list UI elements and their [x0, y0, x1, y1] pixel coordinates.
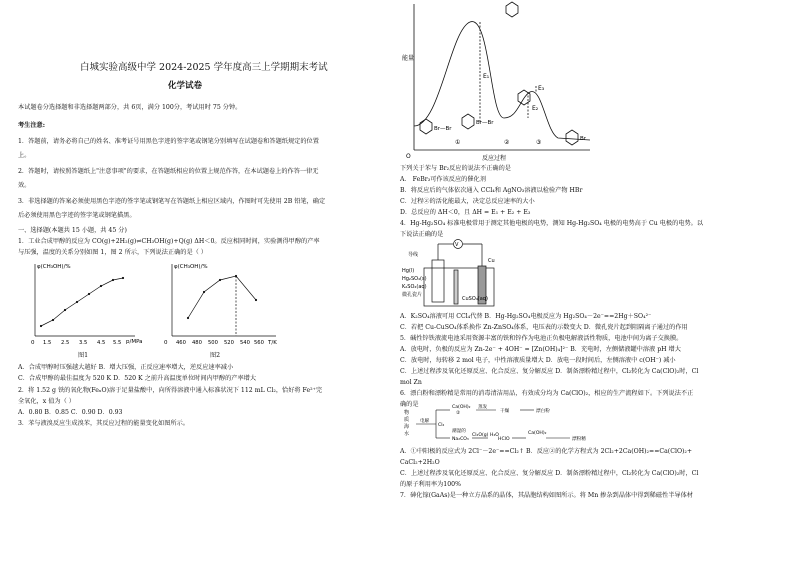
subject-title: 化学试卷	[168, 81, 203, 91]
fig1-points	[40, 277, 124, 327]
fig1-tick: 1.5	[43, 340, 52, 346]
br2-label: Br—Br	[476, 120, 494, 126]
fig1-series-line	[41, 278, 123, 326]
figure-2-chart	[158, 258, 283, 350]
series-point	[88, 293, 90, 295]
fig2-points	[187, 275, 257, 319]
e1-label: E₁	[483, 73, 490, 80]
q6-prev-c: C．上述过程涉及氧化还原反应、化合反应、复分解反应 D．制备漂粉精过程中，Cl₂转化为 Ca(ClO)₂时，Cl	[400, 368, 699, 375]
q6-prev-tail: mol Zn	[400, 379, 422, 386]
notice-3b: 后必须使用黑色字迹的签字笔或钢笔描黑。	[18, 212, 136, 219]
cuso4-label: CuSO₄(aq)	[462, 296, 488, 302]
q6-option-ab-cont: CaCl₂+2H₂O	[400, 459, 440, 466]
flow-bleach2: 漂粉精	[572, 437, 586, 442]
fig2-ylabel: φ(CH₃OH)/%	[174, 264, 208, 270]
flow-note: 潮湿的	[452, 429, 466, 434]
fig2-origin: 0	[164, 340, 168, 346]
flow-caoh2: Ca(OH)₂	[452, 405, 471, 410]
fig2-caption: 图2	[210, 352, 221, 359]
q5-option-d: D．放电一段时间后，左侧溶液中 c(OH⁻) 减小	[545, 357, 676, 364]
q5-option-c: C．放电时，每转移 2 mol 电子，中性溶液质量增大	[400, 357, 544, 364]
flow-step2: ②	[456, 411, 461, 416]
q1-option-cd: C．合成甲醇的最佳温度为 520 K D．520 K 之前升高温度单位时间内甲醇的产率增大	[18, 375, 257, 382]
flow-electrolysis: 电解	[420, 419, 430, 424]
energy-ylabel: 能量	[402, 55, 415, 62]
q4-option-ab: A．K₂SO₄溶液可用 CCl₄代替 B．Hg-Hg₂SO₄电极反应为 Hg₂SO₄－2e⁻==2Hg＋SO₄²⁻	[400, 313, 652, 320]
q3-option-a: A． FeBr₃可作该反应的催化剂	[400, 176, 486, 183]
flow-source-char: 物	[404, 410, 410, 416]
fig1-xlabel: p/MPa	[126, 339, 143, 345]
exam-title: 白城实验高级中学 2024-2025 学年度高三上学期期末考试	[80, 62, 328, 73]
q5-option-a: A．放电时，负极的反应为 Zn-2e⁻ + 4OH⁻ = [Zn(OH)₄]²⁻	[400, 346, 569, 353]
q6-option-ab: A．①中阳极的反应式为 2Cl⁻－2e⁻==Cl₂↑ B．反应②的化学方程式为 2Cl₂+2Ca(OH)₂==Ca(ClO)₂+	[400, 448, 693, 455]
benzene-ring-icon	[566, 130, 578, 145]
series-point	[235, 275, 237, 277]
notice-1b: 上。	[18, 152, 31, 159]
q4-option-cd: C．若把 Cu-CuSO₄体系换作 Zn-ZnSO₄体系，电压表的示数变大 D．微孔瓷片起到阻隔离子通过的作用	[400, 324, 688, 331]
hg-electrode-tube	[432, 260, 444, 302]
energy-origin: O	[406, 153, 411, 160]
production-flowchart	[400, 404, 600, 446]
k2so4-label: K₂SO₄(aq)	[402, 284, 427, 290]
series-point	[52, 319, 54, 321]
series-point	[203, 291, 205, 293]
series-point	[40, 325, 42, 327]
flow-hclo: HClO	[498, 437, 510, 442]
notice-3a: 3．非选择题的答案必须使用黑色字迹的签字笔或钢笔写在答题纸上相应区域内，作图时可先使用 2B 铅笔，确定	[18, 198, 326, 205]
q5-line: 5．碱性锌铁液流电池采用资源丰富的铁和锌作为电池正负极电解液活性物质，电池中间为离子交换膜。	[400, 335, 683, 342]
series-point	[187, 317, 189, 319]
fig2-tick: 560	[254, 340, 264, 346]
cu-label: Cu	[488, 258, 495, 264]
notice-title: 考生注意:	[18, 122, 46, 129]
energy-curve	[414, 22, 590, 140]
q4-line2: 下说法正确的是	[400, 231, 444, 238]
benzene-ring-icon	[506, 2, 518, 17]
voltmeter-label: V	[455, 242, 459, 248]
series-point	[64, 309, 66, 311]
figure-1-chart	[23, 258, 143, 350]
q1-line1: 1．工业合成甲醇的反应为 CO(g)+2H₂(g)⇌CH₃OH(g)+Q(g) ΔH＜0。反应相同时间，实验测得甲醇的产率	[18, 238, 320, 245]
fig2-tick: 520	[224, 340, 234, 346]
q2-options: A．0.80 B．0.85 C．0.90 D．0.93	[18, 409, 123, 416]
step1-label: ①	[455, 139, 461, 146]
fig1-ylabel: φ(CH₃OH)/%	[37, 264, 71, 270]
flow-source-char: 海	[404, 424, 410, 430]
br2-label: Br—Br	[434, 126, 452, 132]
benzene-ring-icon	[420, 119, 432, 134]
flow-caoh2b: Ca(OH)₂	[528, 431, 547, 436]
wire-label: 导线	[408, 252, 419, 258]
fig1-tick: 5.5	[113, 340, 122, 346]
step2-label: ②	[504, 139, 510, 146]
q1-line2: 与压强，温度的关系分别如图 1，图 2 所示，下列说法正确的是（ ）	[18, 249, 207, 256]
flow-dry: 干燥	[500, 409, 510, 414]
flow-evap: 蒸发	[478, 405, 488, 410]
notice-2b: 效。	[18, 182, 31, 189]
q5-option-cd	[400, 357, 676, 365]
q6-option-cd: C．上述过程涉及氧化还原反应、化合反应、复分解反应 D．制备漂粉精过程中，Cl₂转化为 Ca(ClO)₂时，Cl	[400, 470, 699, 477]
fig2-tick: 500	[208, 340, 218, 346]
q2-line1: 2．将 1.52 g 铁的氧化物(FeₓO)溶于足量盐酸中，向所得溶液中通入标准状况下 112 mL Cl₂，恰好将 Fe²⁺完	[18, 387, 323, 394]
q2-line2: 全氧化，x 值为（ ）	[18, 398, 75, 405]
hg2so4-label: Hg₂SO₄(s)	[402, 276, 427, 282]
series-point	[100, 285, 102, 287]
fig2-tick: 460	[176, 340, 186, 346]
br-label: Br	[580, 136, 587, 142]
fig1-origin: 0	[31, 340, 35, 346]
flow-bleach: 漂白粉	[536, 409, 550, 414]
fig2-series-line	[188, 276, 256, 318]
flow-source-char: 质	[404, 417, 410, 423]
step3-label: ③	[536, 139, 542, 146]
q7-line: 7．砷化镓(GaAs)是一种立方晶系的晶体，其晶胞结构如图所示。将 Mn 掺杂到晶体中得到稀磁性半导体材	[400, 492, 693, 499]
intro-line: 本试题卷分选择题和非选择题两部分，共 6页，满分 100分，考试用时 75 分钟。	[18, 104, 242, 111]
q1-option-ab: A．合成甲醇时压强越大越好 B．增大压强，正反应速率增大，逆反应速率减小	[18, 364, 234, 371]
flow-cl2: Cl₂	[438, 423, 445, 428]
series-point	[255, 299, 257, 301]
q5-option-ab	[400, 346, 681, 354]
fig2-xlabel: T/K	[268, 340, 277, 346]
series-point	[122, 277, 124, 279]
hg-label: Hg(l)	[402, 268, 415, 274]
flow-na2co3: Na₂CO₃	[452, 437, 469, 442]
flow-h2o: H₂O	[490, 433, 499, 438]
flow-source-char: 水	[404, 431, 410, 437]
flow-cl2o: Cl₂O(g)	[472, 433, 489, 438]
benzene-ring-icon	[462, 114, 474, 129]
q5-option-b: B．充电时，左侧储液罐中溶液 pH 增大	[570, 346, 681, 353]
notice-1a: 1．答题前，请务必将自己的姓名、准考证号用黑色字迹的签字笔或钢笔分别填写在试题卷和答题纸规定的位置	[18, 138, 319, 145]
porcelain-label: 微孔瓷片	[402, 292, 423, 298]
q3-stem: 下列关于苯与 Br₂反应的说法不正确的是	[400, 165, 511, 172]
q3-option-b: B．将反应后的气体依次通入 CCl₄和 AgNO₃溶液以检验产物 HBr	[400, 187, 583, 194]
fig1-caption: 图1	[78, 352, 89, 359]
fig1-tick: 4.5	[97, 340, 106, 346]
porous-plate	[454, 270, 458, 304]
energy-diagram	[400, 0, 600, 162]
cell-diagram	[400, 238, 520, 312]
q6-line1: 6．漂白粉和漂粉精是常用的消毒清洁用品，有效成分均为 Ca(ClO)₂，相应的生产流程如下。下列说法不正	[400, 390, 694, 397]
q6-line2: 确的是	[400, 401, 419, 408]
q3-intro: 3．苯与液溴反应生成溴苯，其反应过程的能量变化如图所示。	[18, 420, 189, 427]
energy-xlabel: 反应过程	[482, 155, 507, 162]
fig1-tick: 3.5	[79, 340, 88, 346]
series-point	[76, 301, 78, 303]
fig2-tick: 540	[240, 340, 250, 346]
series-point	[112, 279, 114, 281]
q3-option-c: C．过程②的活化能最大，决定总反应速率的大小	[400, 198, 535, 205]
fig1-tick: 2.5	[61, 340, 70, 346]
series-point	[219, 279, 221, 281]
q3-option-d: D．总反应的 ΔH＜0，且 ΔH = E₁ + E₂ + E₃	[400, 209, 531, 216]
e2-label: E₂	[532, 105, 539, 112]
q6-option-cd-cont: 的原子利用率为100%	[400, 481, 462, 488]
e3-label: E₃	[538, 85, 545, 92]
section-heading: 一、选择题(本题共 15 小题，共 45 分)	[18, 227, 127, 234]
fig2-tick: 480	[192, 340, 202, 346]
notice-2a: 2．答题时，请按照答题纸上"注意事项"的要求，在答题纸相应的位置上规范作答，在本试题卷上的作答一律无	[18, 168, 319, 175]
q4-line1: 4．Hg-Hg₂SO₄ 标准电极常用于测定其他电极的电势，测知 Hg-Hg₂SO₄ 电极的电势高于 Cu 电极的电势。以	[400, 220, 704, 227]
